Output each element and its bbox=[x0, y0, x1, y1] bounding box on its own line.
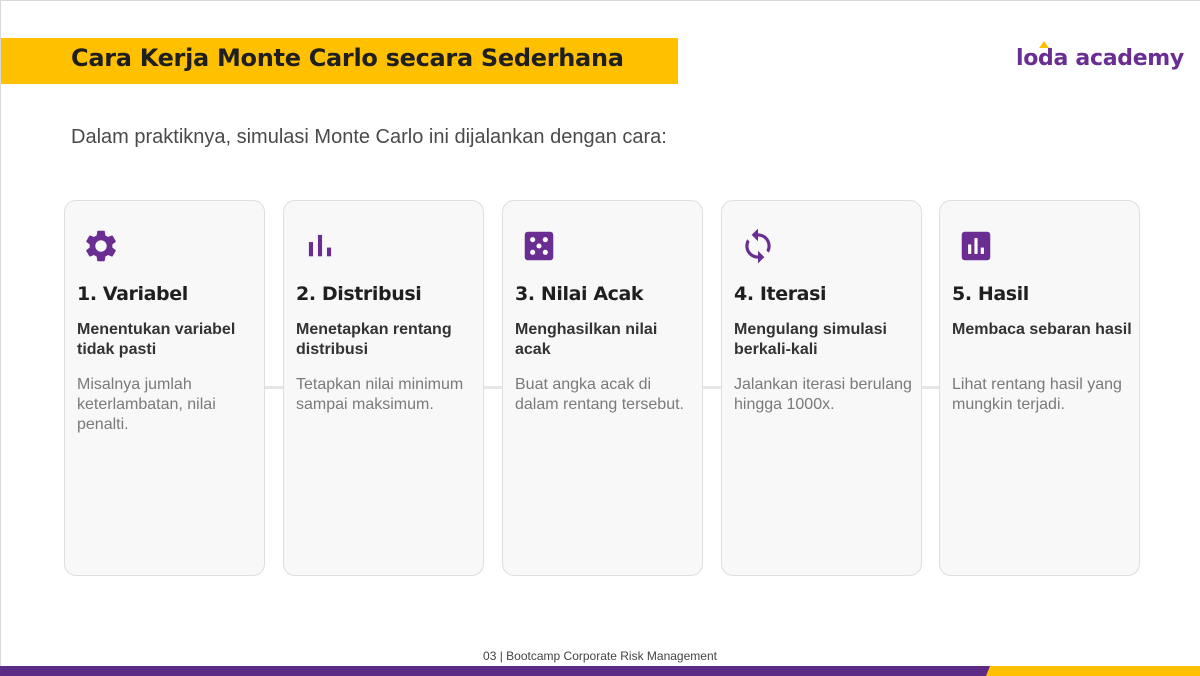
step-subtitle: Menentukan variabel tidak pasti bbox=[77, 321, 236, 358]
logo-wordmark: loda academy bbox=[1016, 46, 1184, 71]
step-card-hasil bbox=[939, 200, 1140, 576]
dice-icon bbox=[520, 227, 558, 265]
step-subtitle: Membaca sebaran hasil bbox=[952, 321, 1132, 338]
step-card-nilai-acak bbox=[502, 200, 703, 576]
slide-title: Cara Kerja Monte Carlo secara Sederhana bbox=[71, 44, 624, 72]
step-description: Lihat rentang hasil yang mungkin terjadi. bbox=[952, 376, 1122, 413]
step-title: 4. Iterasi bbox=[734, 283, 827, 305]
step-title: 3. Nilai Acak bbox=[515, 283, 644, 305]
step-title: 5. Hasil bbox=[952, 283, 1029, 305]
logo-accent-icon bbox=[1039, 41, 1049, 48]
step-description: Jalankan iterasi berulang hingga 1000x. bbox=[734, 376, 912, 413]
brand-logo bbox=[1016, 46, 1184, 71]
step-description: Buat angka acak di dalam rentang tersebut. bbox=[515, 376, 684, 413]
step-title: 2. Distribusi bbox=[296, 283, 422, 305]
step-card-variabel bbox=[64, 200, 265, 576]
step-description: Tetapkan nilai minimum sampai maksimum. bbox=[296, 376, 464, 413]
step-title: 1. Variabel bbox=[77, 283, 188, 305]
refresh-icon bbox=[739, 227, 777, 265]
intro-text: Dalam praktiknya, simulasi Monte Carlo ini dijalankan dengan cara: bbox=[71, 126, 667, 148]
step-subtitle: Menetapkan rentang distribusi bbox=[296, 321, 452, 358]
gear-icon bbox=[82, 227, 120, 265]
step-subtitle: Menghasilkan nilai acak bbox=[515, 321, 658, 358]
bar-chart-icon bbox=[301, 227, 339, 265]
analytics-icon bbox=[957, 227, 995, 265]
footer-accent bbox=[986, 666, 1200, 676]
step-description: Misalnya jumlah keterlambatan, nilai penalti. bbox=[77, 376, 216, 433]
footer-caption: 03 | Bootcamp Corporate Risk Management bbox=[483, 649, 717, 663]
step-card-iterasi bbox=[721, 200, 922, 576]
step-card-distribusi bbox=[283, 200, 484, 576]
step-subtitle: Mengulang simulasi berkali-kali bbox=[734, 321, 887, 358]
